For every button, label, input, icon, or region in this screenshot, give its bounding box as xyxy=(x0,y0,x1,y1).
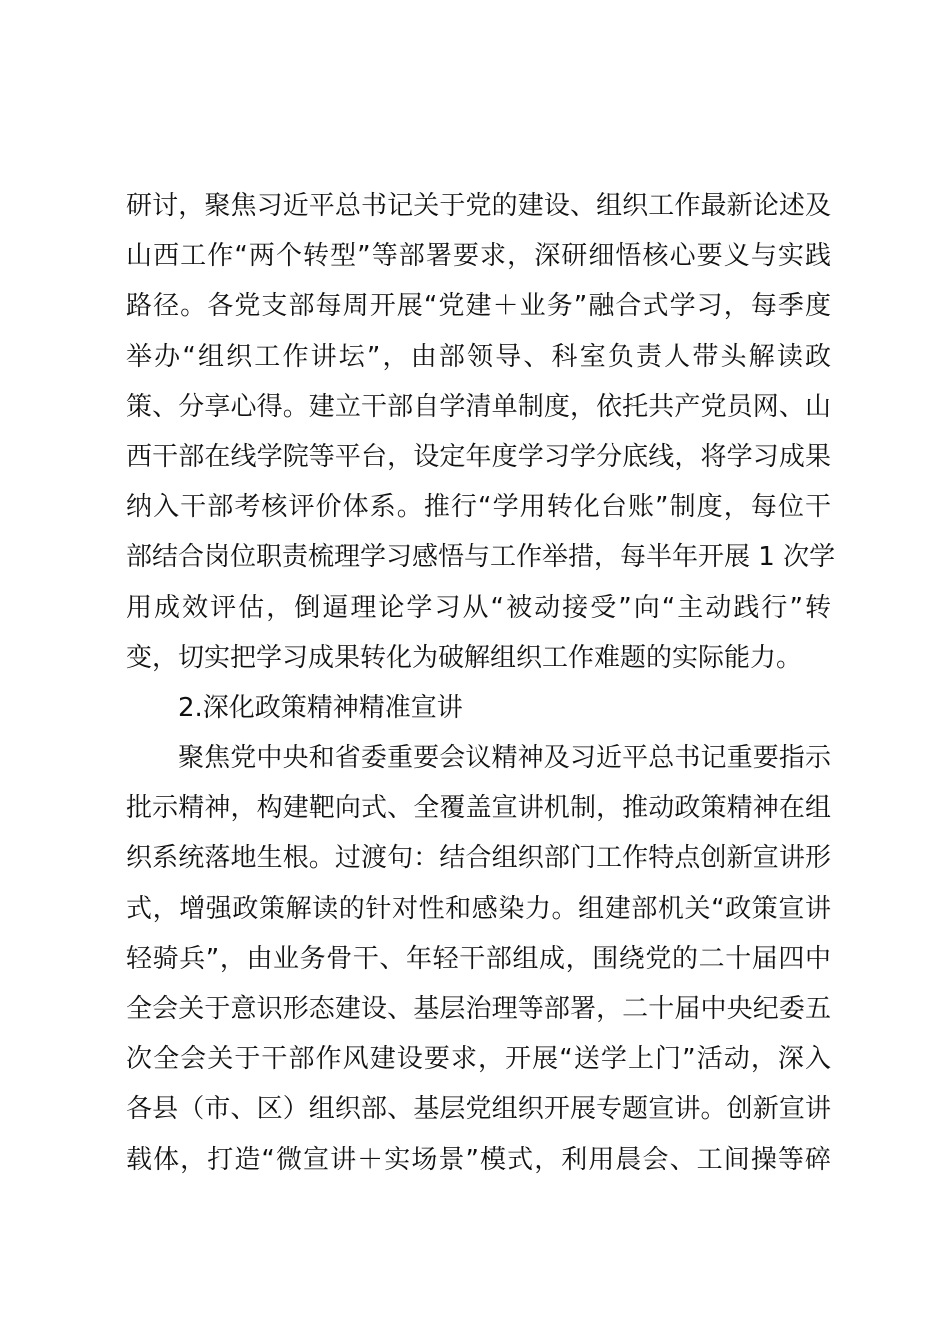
text-line: 各县（市、区）组织部、基层党组织开展专题宣讲。创新宣讲 xyxy=(126,1094,831,1125)
text-line: 研讨，聚焦习近平总书记关于党的建设、组织工作最新论述及 xyxy=(126,191,831,221)
text-line: 策、分享心得。建立干部自学清单制度，依托共产党员网、山 xyxy=(126,391,831,422)
text-line: 载体，打造“微宣讲＋实场景”模式，利用晨会、工间操等碎 xyxy=(126,1144,831,1175)
text-line: 举办“组织工作讲坛”，由部领导、科室负责人带头解读政 xyxy=(126,341,831,372)
paragraph-policy-lecture xyxy=(126,733,831,1185)
text-line: 变，切实把学习成果转化为破解组织工作难题的实际能力。 xyxy=(126,642,803,673)
text-line: 西干部在线学院等平台，设定年度学习学分底线，将学习成果 xyxy=(126,441,831,472)
section-heading-text: 2.深化政策精神精准宣讲 xyxy=(178,692,463,723)
section-heading xyxy=(126,683,831,733)
text-line: 路径。各党支部每周开展“党建＋业务”融合式学习，每季度 xyxy=(126,291,831,322)
document-page xyxy=(126,181,836,1185)
paragraph-study-mechanism xyxy=(126,181,836,683)
text-line: 全会关于意识形态建设、基层治理等部署，二十届中央纪委五 xyxy=(126,994,831,1024)
text-line: 山西工作“两个转型”等部署要求，深研细悟核心要义与实践 xyxy=(126,241,831,272)
text-line: 用成效评估，倒逼理论学习从“被动接受”向“主动践行”转 xyxy=(126,592,831,623)
text-line: 聚焦党中央和省委重要会议精神及习近平总书记重要指示 xyxy=(178,743,831,774)
text-line: 式，增强政策解读的针对性和感染力。组建部机关“政策宣讲 xyxy=(126,893,831,924)
text-line: 部结合岗位职责梳理学习感悟与工作举措，每半年开展 1 次学 xyxy=(126,542,836,573)
text-line: 批示精神，构建靶向式、全覆盖宣讲机制，推动政策精神在组 xyxy=(126,793,831,824)
text-line: 纳入干部考核评价体系。推行“学用转化台账”制度，每位干 xyxy=(126,492,831,523)
text-line: 织系统落地生根。过渡句：结合组织部门工作特点创新宣讲形 xyxy=(126,843,831,874)
text-line: 次全会关于干部作风建设要求，开展“送学上门”活动，深入 xyxy=(126,1044,831,1075)
text-line: 轻骑兵”，由业务骨干、年轻干部组成，围绕党的二十届四中 xyxy=(126,943,831,974)
